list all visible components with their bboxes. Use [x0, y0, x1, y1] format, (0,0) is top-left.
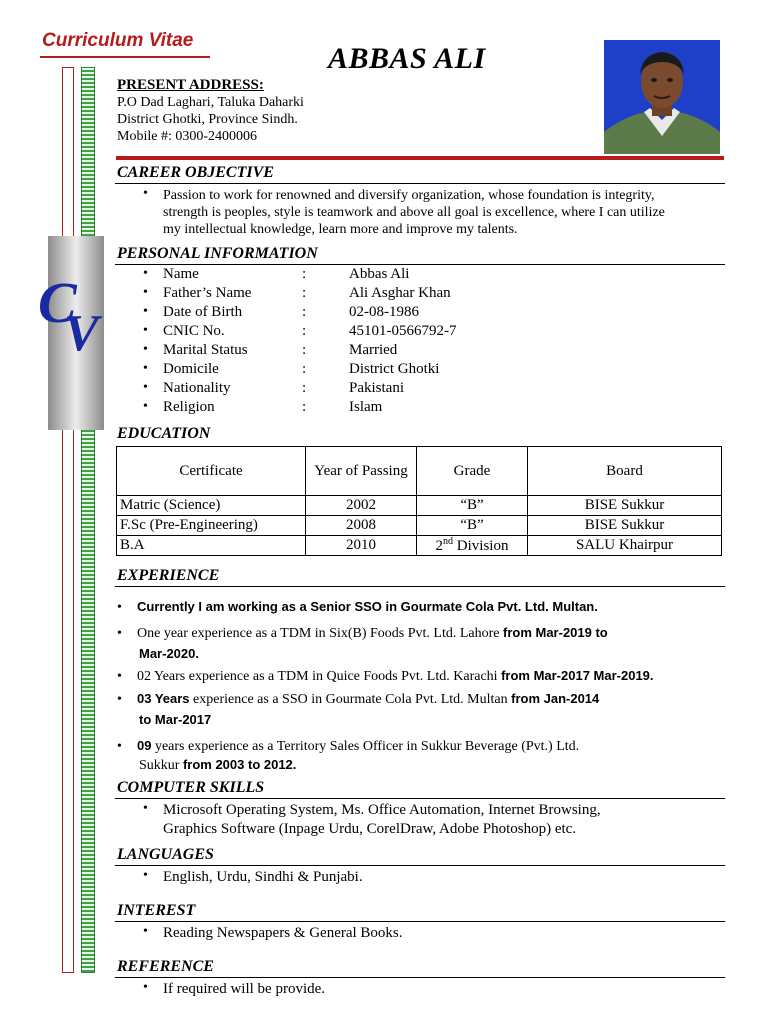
experience-dates: Mar-2020. — [139, 646, 199, 661]
table-cell: BISE Sukkur — [528, 516, 722, 536]
section-rule — [115, 183, 725, 184]
table-cell: B.A — [117, 536, 306, 556]
personal-info-label: Date of Birth — [163, 304, 243, 320]
column-header: Grade — [417, 447, 528, 496]
career-text: my intellectual knowledge, learn more and improve my talents. — [163, 222, 518, 237]
experience-dates: from 2003 to 2012. — [182, 757, 297, 772]
section-rule — [115, 586, 725, 587]
personal-info-label: Religion — [163, 399, 215, 415]
colon-separator: : — [302, 399, 307, 415]
bullet: • — [143, 342, 148, 357]
colon-separator: : — [302, 380, 307, 396]
bullet: • — [143, 186, 148, 201]
experience-text: years experience as a Territory Sales Officer in Sukkur Beverage (Pvt.) Ltd. — [151, 739, 580, 754]
experience-dates: from Jan-2014 — [511, 691, 600, 706]
bullet: • — [143, 361, 148, 376]
personal-info-value: Pakistani — [349, 380, 404, 396]
bullet: • — [143, 285, 148, 300]
bullet: • — [143, 980, 148, 995]
bullet: • — [143, 323, 148, 338]
experience-item: • 03 Years experience as a SSO in Gourmate Cola Pvt. Ltd. Multan from Jan-2014 — [117, 691, 600, 707]
experience-dates: from Mar-2017 Mar-2019. — [501, 668, 654, 683]
colon-separator: : — [302, 323, 307, 339]
address-line: P.O Dad Laghari, Taluka Daharki — [117, 95, 304, 110]
bullet: • — [143, 304, 148, 319]
table-cell: SALU Khairpur — [528, 536, 722, 556]
section-rule — [115, 921, 725, 922]
decorative-green-bar — [81, 67, 95, 973]
cv-title-underline — [40, 56, 210, 58]
experience-item: • One year experience as a TDM in Six(B) Foods Pvt. Ltd. Lahore from Mar-2019 to — [117, 625, 608, 641]
personal-info-value: Married — [349, 342, 398, 358]
experience-item: • 09 years experience as a Territory Sales Officer in Sukkur Beverage (Pvt.) Ltd. — [117, 738, 580, 754]
section-heading-experience: EXPERIENCE — [117, 567, 220, 584]
address-heading: PRESENT ADDRESS: — [117, 77, 264, 93]
personal-info-label: Marital Status — [163, 342, 248, 358]
career-text: Passion to work for renowned and diversify organization, whose foundation is integrity, — [163, 188, 655, 203]
table-cell: “B” — [417, 496, 528, 516]
experience-continuation — [139, 643, 199, 665]
column-header: Year of Passing — [306, 447, 417, 496]
colon-separator: : — [302, 304, 307, 320]
personal-info-value: District Ghotki — [349, 361, 440, 377]
table-cell: 2010 — [306, 536, 417, 556]
table-cell: 2nd Division — [417, 536, 528, 556]
section-heading-education: EDUCATION — [117, 425, 211, 442]
personal-info-value: Islam — [349, 399, 383, 415]
cv-logo-icon — [34, 272, 120, 372]
colon-separator: : — [302, 342, 307, 358]
bullet: • — [143, 801, 148, 816]
section-rule — [115, 798, 725, 799]
experience-years: 03 Years — [137, 691, 190, 706]
colon-separator: : — [302, 361, 307, 377]
table-cell: “B” — [417, 516, 528, 536]
mobile-number: Mobile #: 0300-2400006 — [117, 129, 257, 144]
experience-text: Currently I am working as a Senior SSO in Gourmate Cola Pvt. Ltd. Multan. — [137, 599, 598, 614]
table-cell: 2008 — [306, 516, 417, 536]
experience-text: 02 Years experience as a TDM in Quice Foods Pvt. Ltd. Karachi — [137, 669, 502, 684]
bullet: • — [143, 380, 148, 395]
section-heading-personal: PERSONAL INFORMATION — [117, 245, 318, 262]
section-heading-languages: LANGUAGES — [117, 846, 214, 863]
column-header: Board — [528, 447, 722, 496]
personal-info-label: Domicile — [163, 361, 219, 377]
section-rule — [115, 977, 725, 978]
personal-info-value: Abbas Ali — [349, 266, 410, 282]
experience-item: • 02 Years experience as a TDM in Quice Foods Pvt. Ltd. Karachi from Mar-2017 Mar-2019. — [117, 668, 654, 684]
experience-continuation — [139, 709, 211, 731]
personal-info-value: 45101-0566792-7 — [349, 323, 457, 339]
personal-info-label: Name — [163, 266, 199, 282]
section-heading-computer-skills: COMPUTER SKILLS — [117, 779, 265, 796]
experience-item: • Currently I am working as a Senior SSO in Gourmate Cola Pvt. Ltd. Multan. — [117, 599, 598, 615]
colon-separator: : — [302, 285, 307, 301]
profile-photo — [604, 40, 720, 154]
table-row — [117, 516, 722, 536]
address-line: District Ghotki, Province Sindh. — [117, 112, 298, 127]
cv-title: Curriculum Vitae — [42, 30, 194, 51]
section-heading-reference: REFERENCE — [117, 958, 214, 975]
experience-continuation — [139, 754, 296, 776]
personal-info-label: Father’s Name — [163, 285, 252, 301]
bullet: • — [143, 868, 148, 883]
experience-years: 09 — [137, 738, 152, 753]
experience-text: Sukkur — [139, 758, 183, 773]
reference-text: If required will be provide. — [163, 981, 326, 997]
table-cell: Matric (Science) — [117, 496, 306, 516]
table-cell: F.Sc (Pre-Engineering) — [117, 516, 306, 536]
experience-text: One year experience as a TDM in Six(B) Foods Pvt. Ltd. Lahore — [137, 626, 503, 641]
personal-info-label: CNIC No. — [163, 323, 225, 339]
section-heading-career: CAREER OBJECTIVE — [117, 164, 274, 181]
personal-info-label: Nationality — [163, 380, 231, 396]
section-heading-interest: INTEREST — [117, 902, 196, 919]
svg-text:C: C — [38, 272, 77, 335]
table-row — [117, 536, 722, 556]
personal-info-value: Ali Asghar Khan — [349, 285, 451, 301]
colon-separator: : — [302, 266, 307, 282]
bullet: • — [143, 266, 148, 281]
languages-text: English, Urdu, Sindhi & Punjabi. — [163, 869, 363, 885]
personal-info-value: 02-08-1986 — [349, 304, 419, 320]
education-table — [116, 446, 722, 556]
section-rule — [115, 865, 725, 866]
bullet: • — [143, 924, 148, 939]
table-cell: BISE Sukkur — [528, 496, 722, 516]
svg-text:V: V — [64, 305, 99, 362]
table-header-row — [117, 447, 722, 496]
table-cell: 2002 — [306, 496, 417, 516]
interest-text: Reading Newspapers & General Books. — [163, 925, 403, 941]
career-text: strength is peoples, style is teamwork and above all goal is excellence, where I can utilize — [163, 205, 665, 220]
column-header: Certificate — [117, 447, 306, 496]
decorative-red-bar — [62, 67, 74, 973]
experience-dates: from Mar-2019 to — [503, 625, 608, 640]
header-separator — [116, 156, 724, 160]
section-rule — [115, 264, 725, 265]
table-row — [117, 496, 722, 516]
bullet: • — [143, 399, 148, 414]
experience-dates: to Mar-2017 — [139, 712, 212, 727]
computer-skills-text: Graphics Software (Inpage Urdu, CorelDraw, Adobe Photoshop) etc. — [163, 821, 577, 837]
computer-skills-text: Microsoft Operating System, Ms. Office Automation, Internet Browsing, — [163, 802, 601, 818]
applicant-name: ABBAS ALI — [328, 42, 486, 75]
experience-text: experience as a SSO in Gourmate Cola Pvt. Ltd. Multan — [189, 692, 512, 707]
